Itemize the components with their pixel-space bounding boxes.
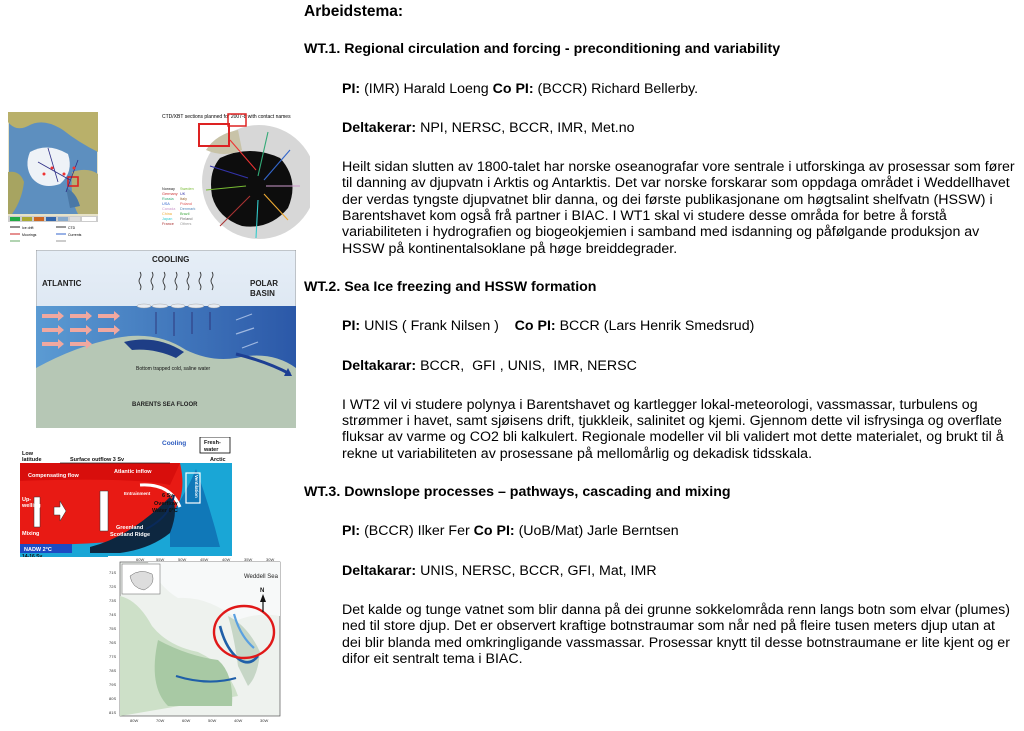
lat-80: 80S (109, 696, 117, 701)
compensating-flow-label: Compensating flow (28, 473, 79, 479)
lat-72: 72S (109, 584, 117, 589)
wt3-copi-text: (UoB/Mat) Jarle Berntsen (514, 523, 679, 540)
country-4: USA (162, 202, 170, 206)
wt3-partners-line (342, 563, 1016, 579)
wt3-pi-line (342, 523, 1016, 539)
north-label: N (260, 588, 265, 594)
overflow-label-1: Overflow (154, 501, 178, 507)
lon-55w: 55W (156, 557, 165, 562)
country-5: Canada (162, 207, 176, 211)
wt1-copi-text: (BCCR) Richard Bellerby. (533, 80, 699, 97)
country-12: Poland (180, 202, 192, 206)
atlantic-label: ATLANTIC (42, 279, 82, 288)
lon-bottom-60w: 60W (182, 718, 191, 723)
wt2-copi-label: Co PI: (514, 318, 556, 335)
overflow-label-2: Water 0°C (152, 508, 178, 514)
wt1-pi-text: (IMR) Harald Loeng (360, 80, 493, 97)
bottom-water-label: Bottom trapped cold, saline water (136, 366, 211, 372)
lon-bottom-30w: 30W (260, 718, 269, 723)
weddell-map-image (108, 556, 286, 724)
weddell-sea-label: Weddell Sea (244, 574, 278, 580)
cooling-label: COOLING (152, 255, 190, 264)
wt1-title: WT.1. Regional circulation and forcing - preconditioning and variability (304, 41, 781, 58)
country-6: China (162, 212, 172, 216)
atlantic-inflow-label: Atlantic inflow (114, 469, 152, 475)
page-heading: Arbeidstema: (304, 3, 404, 20)
wt3-partners-text: UNIS, NERSC, BCCR, GFI, Mat, IMR (416, 562, 657, 579)
lat-81: 81S (109, 710, 117, 715)
wt1-copi-label: Co PI: (492, 80, 534, 97)
text-column (304, 4, 1016, 667)
seafloor-label: BARENTS SEA FLOOR (132, 402, 198, 408)
wt1-body: Heilt sidan slutten av 1800-talet har norske oseanografar vore sentrale i utforskinga av prosessar som fører til danning av djupvatn i Arktis og Antarktis. Det var norske forskarar som oppdaga området i Weddellhavet der verdas tyngste djupvatnet blir danna, og dei første publikasjonane om høgtsalint shelfvatn (HSSW) i Barentshavet kom også frå partner i BIAC. I WT1 skal vi studere desse områda for betre å forstå variabiliteten i hydrografien og biogeokjemien i samband med isdanning og påfølgande produksjon av HSSW på kontinentalsoklane på høge breiddegrader. (342, 159, 1015, 257)
low-latitude-label-1: Low (22, 451, 33, 457)
wt3-pi-text: (BCCR) Ilker Fer (360, 523, 474, 540)
polar-caption: CTD/XBT sections planned for 2007-8 with contact names (162, 114, 291, 120)
lat-79: 79S (109, 682, 117, 687)
lon-35w: 35W (244, 557, 253, 562)
cooling-top-label: Cooling (162, 440, 187, 447)
lon-bottom-70w: 70W (156, 718, 165, 723)
country-10: UK (180, 192, 186, 196)
wt3-copi-label: Co PI: (473, 523, 515, 540)
wt2-partners-line (342, 358, 1016, 374)
ridge-label-1: Greenland (116, 525, 144, 531)
wt1-pi-label: PI: (342, 80, 361, 97)
overturning-diagram-image (20, 437, 232, 557)
lat-77: 77S (109, 654, 117, 659)
lon-bottom-50w: 50W (208, 718, 217, 723)
wt2-partners-text: BCCR, GFI , UNIS, IMR, NERSC (416, 357, 637, 374)
fresh-water-label-1: Fresh- (204, 440, 221, 446)
wt3-pi-label: PI: (342, 523, 361, 540)
wt3-partners-label: Deltakarar: (342, 562, 417, 579)
nadw-flux-label: 14-16 Sv (22, 554, 43, 557)
wt1-pi-line (342, 81, 1016, 97)
country-11: Italy (180, 197, 187, 201)
arctic-map-figure (8, 112, 98, 250)
country-9: Sweden (180, 187, 194, 191)
wt2-copi-text: BCCR (Lars Henrik Smedsrud) (555, 318, 755, 335)
polar-sections-figure (160, 110, 310, 250)
polar-sections-image (160, 110, 310, 250)
lon-bottom-80w: 80W (130, 718, 139, 723)
lon-45w: 45W (200, 557, 209, 562)
country-8: France (162, 222, 174, 226)
wt1-partners-text: NPI, NERSC, BCCR, IMR, Met.no (416, 119, 635, 136)
low-latitude-label-2: latitude (22, 457, 42, 463)
lat-73: 73S (109, 598, 117, 603)
surface-outflow-label: Surface outflow 3 Sv (70, 457, 125, 463)
lon-30w: 30W (266, 557, 275, 562)
wt2-pi-text: UNIS ( Frank Nilsen ) (360, 318, 515, 335)
wt2-title: WT.2. Sea Ice freezing and HSSW formation (304, 278, 597, 295)
overturning-diagram-figure (20, 437, 232, 557)
wt2-pi-label: PI: (342, 318, 361, 335)
lat-76: 76S (109, 640, 117, 645)
lon-50w: 50W (178, 557, 187, 562)
lat-75: 75S (109, 626, 117, 631)
polar-basin-label-2: BASIN (250, 289, 275, 298)
wt2-body: I WT2 vil vi studere polynya i Barentshavet og kartlegger lokal-meteorologi, vassmassar, turbulens og strømmer i havet, samt sjøisens drift, tjukkleik, salinitet og kjemi. Gjennom dette vil isfrysinga og overflate fluksar av varme og CO2 bli kalkulert. Regionale modeller vil bli validert mot dette materialet, og brukt til å rekne ut variabiliteten av prosessane på mellomårlig og dekadisk tidsskala. (342, 396, 1004, 462)
wt1-partners-line (342, 120, 1016, 136)
cooling-diagram-figure (36, 250, 296, 428)
country-7: Japan (162, 217, 173, 221)
country-2: Germany (162, 192, 178, 196)
lat-74: 74S (109, 612, 117, 617)
wt3-title: WT.3. Downslope processes – pathways, cascading and mixing (304, 484, 731, 501)
wt2-partners-label: Deltakarar: (342, 357, 417, 374)
arctic-legend-4: Currents (68, 233, 82, 237)
upwelling-label-2: welling (22, 503, 41, 509)
upwelling-label-1: Up- (22, 497, 32, 503)
polar-basin-label-1: POLAR (250, 279, 278, 288)
lon-40w: 40W (222, 557, 231, 562)
overflow-rate-label: 6 Sv (162, 493, 174, 499)
weddell-map-figure (108, 556, 286, 724)
lon-bottom-40w: 40W (234, 718, 243, 723)
lat-71: 71S (109, 570, 117, 575)
arctic-legend-1: Ice drift (22, 226, 34, 230)
mixing-label: Mixing (22, 531, 40, 537)
arctic-label: Arctic (210, 457, 226, 463)
arctic-legend-3: Moorings (22, 233, 37, 237)
lon-60w: 60W (136, 557, 145, 562)
entrainment-label: Entrainment (124, 491, 151, 496)
country-13: Denmark (180, 207, 196, 211)
arctic-legend-2: CTD (68, 226, 76, 230)
lat-78: 78S (109, 668, 117, 673)
wt1-partners-label: Deltakerar: (342, 119, 417, 136)
nadw-label: NADW 2°C (24, 547, 52, 553)
country-1: Norway (162, 187, 175, 191)
cooling-diagram-image (36, 250, 296, 428)
arctic-map-image (8, 112, 98, 250)
country-14: Brazil (180, 212, 190, 216)
fresh-water-label-2: water (204, 447, 219, 453)
ridge-label-2: Scotland Ridge (110, 532, 151, 538)
ventilation-label: Ventilation (194, 475, 199, 498)
wt2-pi-line (342, 318, 1016, 334)
wt3-body: Det kalde og tunge vatnet som blir danna på dei grunne sokkelområda renn langs botn som elvar (plumes) ned til store djup. Det er observert kraftige botnstraumar som når ned på fleire tusen meters djup utan at dei blir blanda med omkringligande vassmassar. Prosessar knytt til desse botnstraumane er lite kjent og er difor eit sentralt tema i BIAC. (342, 601, 1010, 667)
country-16: Others (180, 222, 192, 226)
country-15: Finland (180, 217, 193, 221)
country-3: Russia (162, 197, 174, 201)
